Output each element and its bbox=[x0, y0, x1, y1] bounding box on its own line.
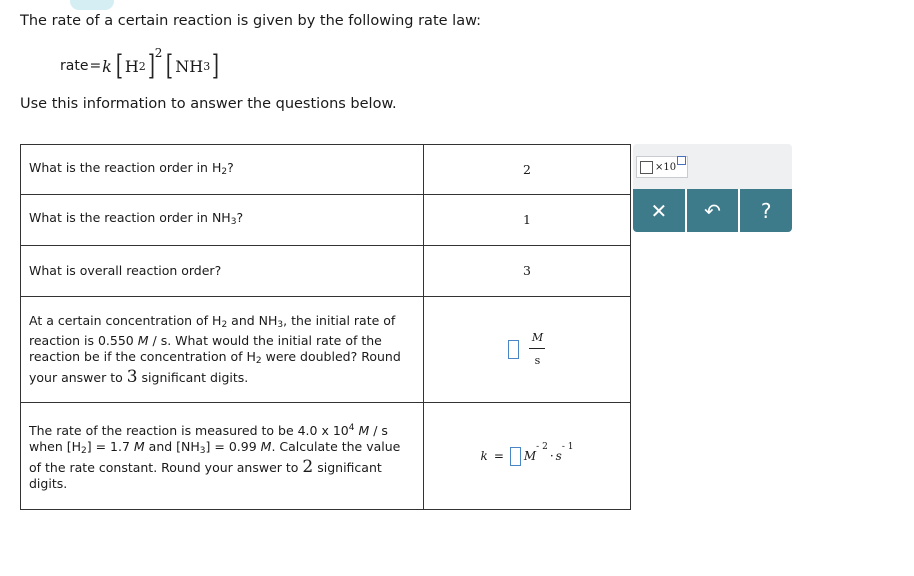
help-button[interactable] bbox=[738, 189, 792, 232]
table-row bbox=[21, 195, 631, 246]
help-icon: ? bbox=[760, 198, 772, 223]
question-cell: The rate of the reaction is measured to be 4.0 x $10^4$ M / s when $[H_2] = 1.7$ M and $[NH_3] = 0.99$ M. Calculate the value of the rate constant. Round your answer to 2 significant digits. bbox=[21, 403, 424, 510]
times-ten-label: ×10 bbox=[655, 161, 677, 173]
answer-value: 1 bbox=[523, 212, 531, 227]
h-symbol: H bbox=[124, 56, 139, 76]
top-tab bbox=[70, 0, 114, 10]
rate-unit-fraction: $\frac{M}{s}$ bbox=[529, 330, 546, 369]
equals-sign: = bbox=[89, 58, 102, 74]
answer-cell bbox=[424, 297, 631, 403]
intro-text: The rate of a certain reaction is given by the following rate law: bbox=[20, 13, 482, 29]
table-row bbox=[21, 297, 631, 403]
question-cell: What is overall reaction order? bbox=[21, 246, 424, 297]
question-cell: At a certain concentration of $H_2$ and $NH_3$, the initial rate of reaction is 0.550 M / s. What would the initial rate of the reaction be if the concentration of $H_2$ were doubled? Round your answer to 3 significant digits. bbox=[21, 297, 424, 403]
undo-icon: ↶ bbox=[704, 198, 721, 223]
rate-constant-input[interactable] bbox=[510, 447, 521, 466]
base-box-icon bbox=[640, 161, 653, 174]
tools-action-bar bbox=[633, 189, 792, 232]
close-icon: ✕ bbox=[650, 198, 668, 223]
h-subscript: 2 bbox=[138, 59, 146, 73]
answer-cell[interactable] bbox=[424, 246, 631, 297]
rate-word: rate bbox=[60, 58, 89, 74]
rate-answer-input[interactable] bbox=[508, 340, 519, 359]
table-row bbox=[21, 246, 631, 297]
rate-constant-k: k bbox=[102, 56, 112, 76]
rate-constant-expression: k = M - 2 · s - 1 bbox=[481, 447, 574, 466]
answer-tools-panel bbox=[633, 144, 792, 232]
bracket-open: [ bbox=[166, 49, 174, 82]
scientific-notation-button[interactable] bbox=[636, 156, 688, 178]
question-cell: What is the reaction order in $NH_3$? bbox=[21, 195, 424, 246]
tools-panel-top bbox=[633, 144, 792, 189]
nh-symbol: NH bbox=[175, 56, 204, 76]
bracket-close: ] bbox=[147, 49, 155, 82]
answer-value: 2 bbox=[523, 161, 531, 177]
rate-law-equation bbox=[60, 46, 221, 82]
answer-cell[interactable] bbox=[424, 195, 631, 246]
question-cell: What is the reaction order in $H_2$? bbox=[21, 145, 424, 195]
table-row bbox=[21, 145, 631, 195]
question-table bbox=[20, 144, 631, 510]
clear-button[interactable] bbox=[633, 189, 685, 232]
undo-button[interactable] bbox=[685, 189, 739, 232]
h-exponent: 2 bbox=[154, 46, 163, 60]
answer-value: 3 bbox=[523, 263, 531, 278]
table-row bbox=[21, 403, 631, 510]
answer-cell[interactable] bbox=[424, 145, 631, 195]
answer-cell bbox=[424, 403, 631, 510]
bracket-open: [ bbox=[115, 49, 123, 82]
exponent-box-icon bbox=[677, 156, 686, 165]
bracket-close: ] bbox=[212, 49, 220, 82]
nh-subscript: 3 bbox=[203, 59, 211, 73]
instruction-text: Use this information to answer the questions below. bbox=[20, 96, 397, 112]
